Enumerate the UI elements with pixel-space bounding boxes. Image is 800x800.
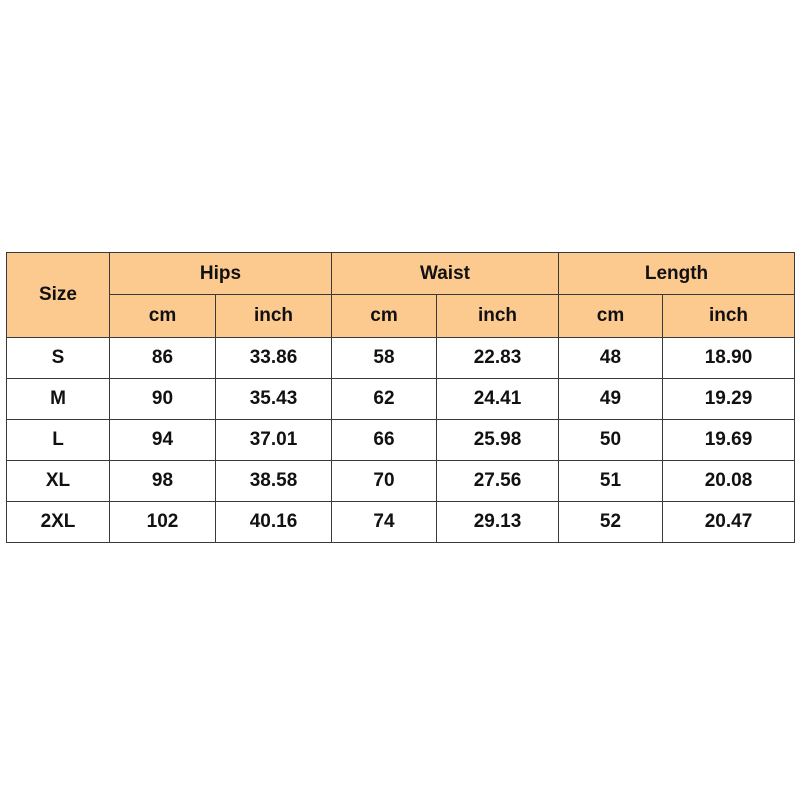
size-header: Size [7,253,110,338]
table-cell: 74 [332,502,437,543]
unit-header: inch [216,295,332,338]
table-row [7,420,795,461]
table-cell: 25.98 [437,420,559,461]
table-cell: 20.47 [663,502,795,543]
table-row [7,461,795,502]
table-cell: 29.13 [437,502,559,543]
table-cell: 24.41 [437,379,559,420]
table-cell: 18.90 [663,338,795,379]
table-cell: 50 [559,420,663,461]
table-cell: 70 [332,461,437,502]
table-cell: 52 [559,502,663,543]
size-chart-table [6,252,795,543]
size-cell: M [7,379,110,420]
table-row [7,379,795,420]
unit-header: cm [332,295,437,338]
table-row [7,338,795,379]
table-cell: 40.16 [216,502,332,543]
unit-header: inch [663,295,795,338]
size-cell: L [7,420,110,461]
table-cell: 33.86 [216,338,332,379]
unit-header-row [7,295,795,338]
table-cell: 51 [559,461,663,502]
group-header-row [7,253,795,295]
table-cell: 48 [559,338,663,379]
table-cell: 66 [332,420,437,461]
table-cell: 35.43 [216,379,332,420]
table-cell: 38.58 [216,461,332,502]
table-cell: 27.56 [437,461,559,502]
table-cell: 90 [110,379,216,420]
unit-header: inch [437,295,559,338]
unit-header: cm [559,295,663,338]
size-cell: XL [7,461,110,502]
table-cell: 98 [110,461,216,502]
unit-header: cm [110,295,216,338]
table-cell: 22.83 [437,338,559,379]
table-cell: 20.08 [663,461,795,502]
table-cell: 94 [110,420,216,461]
table-cell: 102 [110,502,216,543]
table-cell: 37.01 [216,420,332,461]
size-cell: 2XL [7,502,110,543]
table-cell: 19.69 [663,420,795,461]
table-cell: 49 [559,379,663,420]
length-header: Length [559,253,795,295]
table-cell: 58 [332,338,437,379]
waist-header: Waist [332,253,559,295]
table-cell: 86 [110,338,216,379]
table-cell: 62 [332,379,437,420]
hips-header: Hips [110,253,332,295]
table-cell: 19.29 [663,379,795,420]
size-rows [7,338,795,543]
table-row [7,502,795,543]
size-cell: S [7,338,110,379]
